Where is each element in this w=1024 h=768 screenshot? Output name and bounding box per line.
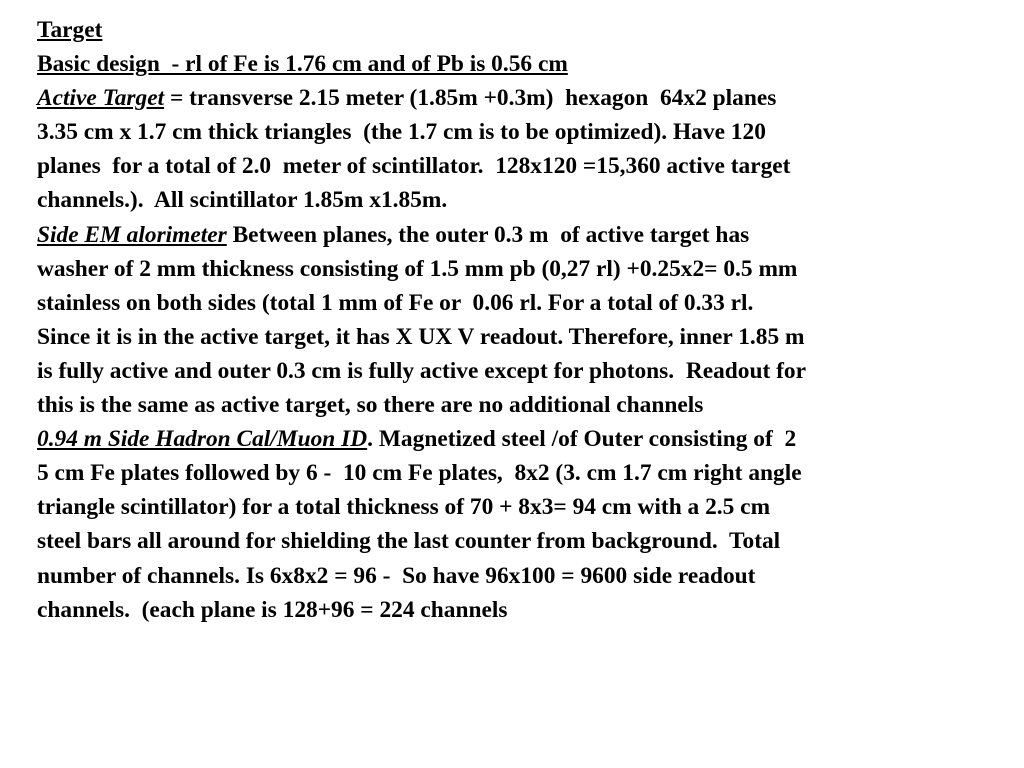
- side-hadron-line-5: number of channels. Is 6x8x2 = 96 - So have 96x100 = 9600 side readout: [37, 562, 756, 589]
- active-target-label: Active Target: [37, 85, 165, 112]
- basic-design-text: Basic design - rl of Fe is 1.76 cm and of Pb is 0.56 cm: [37, 51, 568, 78]
- basic-design-line: [37, 47, 997, 81]
- active-target-line-1: [37, 81, 997, 115]
- heading-line: [37, 13, 997, 47]
- active-target-line-2: 3.35 cm x 1.7 cm thick triangles (the 1.7 cm is to be optimized). Have 120: [37, 119, 766, 146]
- side-hadron-line-2: 5 cm Fe plates followed by 6 - 10 cm Fe plates, 8x2 (3. cm 1.7 cm right angle: [37, 460, 802, 487]
- active-target-line-3: planes for a total of 2.0 meter of scintillator. 128x120 =15,360 active target: [37, 153, 791, 180]
- side-em-line-5: is fully active and outer 0.3 cm is fully active except for photons. Readout for: [37, 357, 807, 384]
- active-target-line-4: channels.). All scintillator 1.85m x1.85m.: [37, 187, 448, 214]
- side-hadron-line-4: steel bars all around for shielding the last counter from background. Total: [37, 528, 781, 555]
- side-hadron-text: . Magnetized steel /of Outer consisting of 2: [367, 426, 797, 453]
- side-hadron-line-3: triangle scintillator) for a total thickness of 70 + 8x3= 94 cm with a 2.5 cm: [37, 494, 771, 521]
- side-em-line-1: [37, 218, 997, 252]
- side-hadron-line-6: channels. (each plane is 128+96 = 224 channels: [37, 596, 508, 623]
- side-em-line-4: Since it is in the active target, it has X UX V readout. Therefore, inner 1.85 m: [37, 323, 805, 350]
- side-em-line-2: washer of 2 mm thickness consisting of 1.5 mm pb (0,27 rl) +0.25x2= 0.5 mm: [37, 255, 798, 282]
- active-target-text: = transverse 2.15 meter (1.85m +0.3m) hexagon 64x2 planes: [164, 85, 777, 112]
- side-em-text: Between planes, the outer 0.3 m of active target has: [226, 221, 750, 248]
- side-em-line-3: stainless on both sides (total 1 mm of Fe or 0.06 rl. For a total of 0.33 rl.: [37, 289, 754, 316]
- side-em-label: Side EM alorimeter: [37, 221, 227, 248]
- side-hadron-line-1: [37, 422, 997, 456]
- section-heading: Target: [37, 17, 103, 43]
- side-em-line-6: this is the same as active target, so there are no additional channels: [37, 392, 704, 419]
- side-hadron-label: 0.94 m Side Hadron Cal/Muon ID: [37, 426, 368, 453]
- slide-text-body: [37, 13, 997, 627]
